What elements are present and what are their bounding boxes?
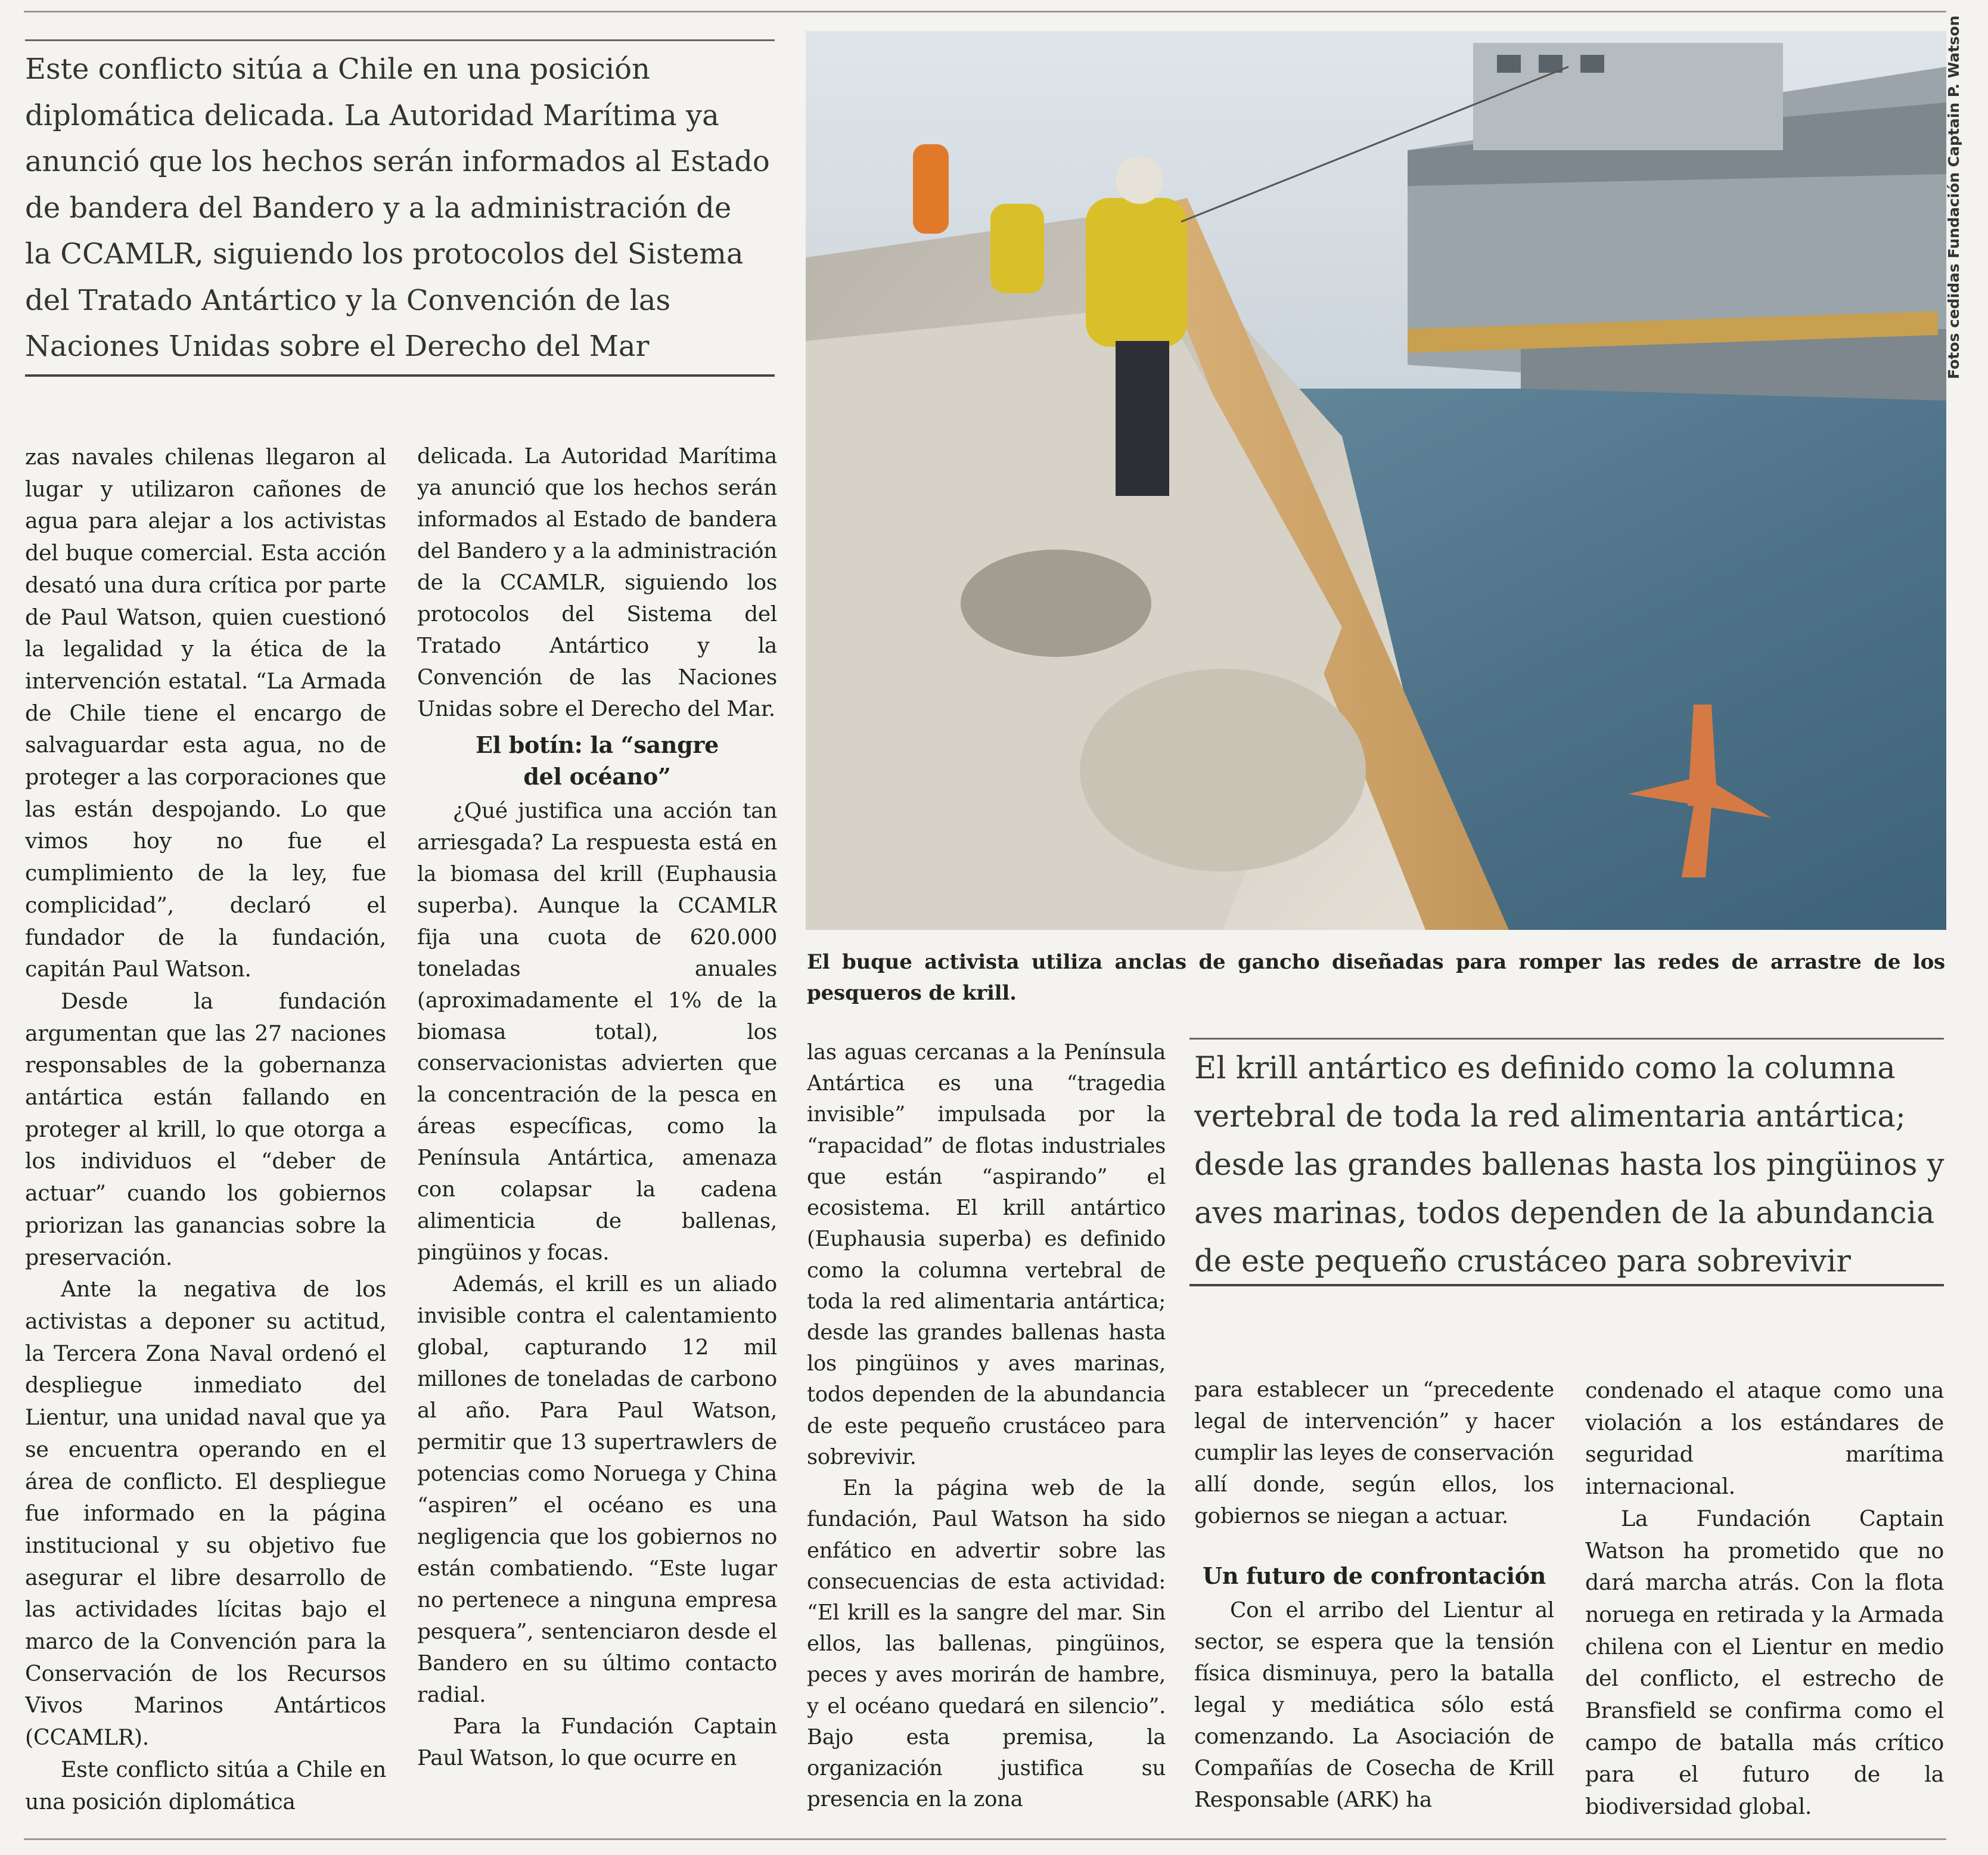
article-column-5 xyxy=(1585,1375,1944,1828)
article-paragraph: Desde la fundación argumentan que las 27 naciones responsables de la gobernanza antártica están fallando en proteger al krill, lo que otorga a los individuos el “deber de actuar” cuando los gobiernos priorizan las ganancias sobre la preservación. xyxy=(25,988,386,1270)
pull-quote-line: anunció que los hechos serán informados al Estado xyxy=(25,145,770,178)
article-paragraph: Para la Fundación Captain Paul Watson, lo que ocurre en xyxy=(417,1714,777,1770)
article-column-3 xyxy=(807,1037,1166,1824)
trawler-ship xyxy=(1408,43,1946,401)
article-paragraph: zas navales chilenas llegaron al lugar y utilizaron cañones de agua para alejar a los activistas del buque comercial. Esta acción desató una dura crítica por parte de Paul Watson, quien cuestionó la legalidad y la ética de la intervención estatal. “La Armada de Chile tiene el encargo de salvaguardar esta agua, no de proteger a las corporaciones que las están despojando. Lo que vimos hoy no fue el cumplimiento de la ley, fue complicidad”, declaró el fundador de la fundación, capitán Paul Watson. xyxy=(25,444,386,982)
article-paragraph: ¿Qué justifica una acción tan arriesgada? La respuesta está en la biomasa del krill (Euphausia superba). Aunque la CCAMLR fija una cuota de 620.000 toneladas anuales (aproximadamente el 1% de la biomasa total), los conservacionistas advierten que la concentración de la pesca en áreas específicas, como la Península Antártica, amenaza con colapsar la cadena alimenticia de ballenas, pingüinos y focas. xyxy=(417,798,777,1265)
pull-quote-top-rule-lower xyxy=(25,374,775,377)
top-rule xyxy=(24,11,1946,13)
pull-quote-line: diplomática delicada. La Autoridad Marítima ya xyxy=(25,98,719,132)
article-paragraph: Este conflicto sitúa a Chile en una posición diplomática xyxy=(25,1756,386,1814)
photo-caption: El buque activista utiliza anclas de gancho diseñadas para romper las redes de arrastre de los pesqueros de krill. xyxy=(807,950,1945,1005)
article-paragraph: La Fundación Captain Watson ha prometido que no dará marcha atrás. Con la flota noruega en retirada y la Armada chilena con el Lientur en medio del conflicto, el estrecho de Bransfield se confirma como el campo de batalla más crítico para el futuro de la biodiversidad global. xyxy=(1585,1505,1944,1820)
article-column-2 xyxy=(417,441,777,1824)
article-paragraph: Además, el krill es un aliado invisible contra el calentamiento global, capturando 12 mil millones de toneladas de carbono al año. Para Paul Watson, permitir que 13 supertrawlers de potencias como Noruega y China “aspiren” el océano es una negligencia que los gobiernos no están combatiendo. “Este lugar no pertenece a ninguna empresa pesquera”, sentenciaron desde el Bandero en su último contacto radial. xyxy=(417,1272,777,1707)
article-column-4 xyxy=(1194,1375,1554,1828)
news-photo xyxy=(806,31,1946,930)
pull-quote-line: desde las grandes ballenas hasta los pingüinos y xyxy=(1194,1147,1944,1183)
section-heading-botin: El botín: la “sangre del océano” xyxy=(476,731,719,790)
photo-credit: Fotos cedidas Fundación Captain P. Watson xyxy=(1945,15,1962,379)
pull-quote-line: de este pequeño crustáceo para sobrevivir xyxy=(1194,1244,1851,1279)
pull-quote-right xyxy=(1194,1044,1945,1286)
article-paragraph: para establecer un “precedente legal de intervención” y hacer cumplir las leyes de conservación allí donde, según ellos, los gobiernos se niegan a actuar. xyxy=(1194,1378,1554,1528)
pull-quote-line: vertebral de toda la red alimentaria antártica; xyxy=(1194,1099,1906,1134)
pull-quote-line: del Tratado Antártico y la Convención de las xyxy=(25,283,671,317)
pull-quote-line: de bandera del Bandero y a la administración de xyxy=(25,191,732,225)
article-paragraph: Con el arribo del Lientur al sector, se espera que la tensión física disminuya, pero la batalla legal y mediática sólo está comenzando. La Asociación de Compañías de Cosecha de Krill Responsable (ARK) ha xyxy=(1194,1597,1554,1812)
pull-quote-top xyxy=(25,46,775,370)
pull-quote-right-rule-lower xyxy=(1189,1284,1944,1286)
pull-quote-line: Naciones Unidas sobre el Derecho del Mar xyxy=(25,330,650,363)
bottom-rule xyxy=(24,1838,1946,1840)
article-paragraph: las aguas cercanas a la Península Antártica es una “tragedia invisible” impulsada por la “rapacidad” de flotas industriales que están “aspirando” el ecosistema. El krill antártico (Euphausia superba) es definido como la columna vertebral de toda la red alimentaria antártica; desde las grandes ballenas hasta los pingüinos y aves marinas, todos dependen de la abundancia de este pequeño crustáceo para sobrevivir. xyxy=(807,1040,1166,1469)
article-paragraph: En la página web de la fundación, Paul Watson ha sido enfático en advertir sobre las consecuencias de esta actividad: “El krill es la sangre del mar. Sin ellos, las ballenas, pingüinos, peces y aves morirán de hambre, y el océano quedará en silencio”. Bajo esta premisa, la organización justifica su presencia en la zona xyxy=(807,1476,1166,1812)
article-paragraph: condenado el ataque como una violación a los estándares de seguridad marítima internacional. xyxy=(1585,1378,1944,1500)
boat-fender xyxy=(1080,669,1366,871)
article-column-1 xyxy=(25,441,386,1824)
pull-quote-line: aves marinas, todos dependen de la abundancia xyxy=(1194,1196,1935,1231)
article-paragraph: delicada. La Autoridad Marítima ya anunció que los hechos serán informados al Estado de bandera del Bandero y a la administración de la CCAMLR, siguiendo los protocolos del Sistema del Tratado Antártico y la Convención de las Naciones Unidas sobre el Derecho del Mar. xyxy=(417,444,777,721)
pull-quote-top-rule-upper xyxy=(25,39,775,41)
pull-quote-right-rule-upper xyxy=(1189,1038,1944,1040)
pull-quote-line: Este conflicto sitúa a Chile en una posición xyxy=(25,52,650,86)
pull-quote-line: El krill antártico es definido como la columna xyxy=(1194,1051,1896,1086)
pull-quote-line: la CCAMLR, siguiendo los protocolos del Sistema xyxy=(25,237,744,271)
article-paragraph: Ante la negativa de los activistas a deponer su actitud, la Tercera Zona Naval ordenó el despliegue inmediato del Lientur, una unidad naval que ya se encuentra operando en el área de conflicto. El despliegue fue informado en la página institucional y su objetivo fue asegurar el libre desarrollo de las actividades lícitas bajo el marco de la Convención para la Conservación de los Recursos Vivos Marinos Antárticos (CCAMLR). xyxy=(25,1276,386,1751)
section-heading-futuro: Un futuro de confrontación xyxy=(1203,1562,1546,1589)
